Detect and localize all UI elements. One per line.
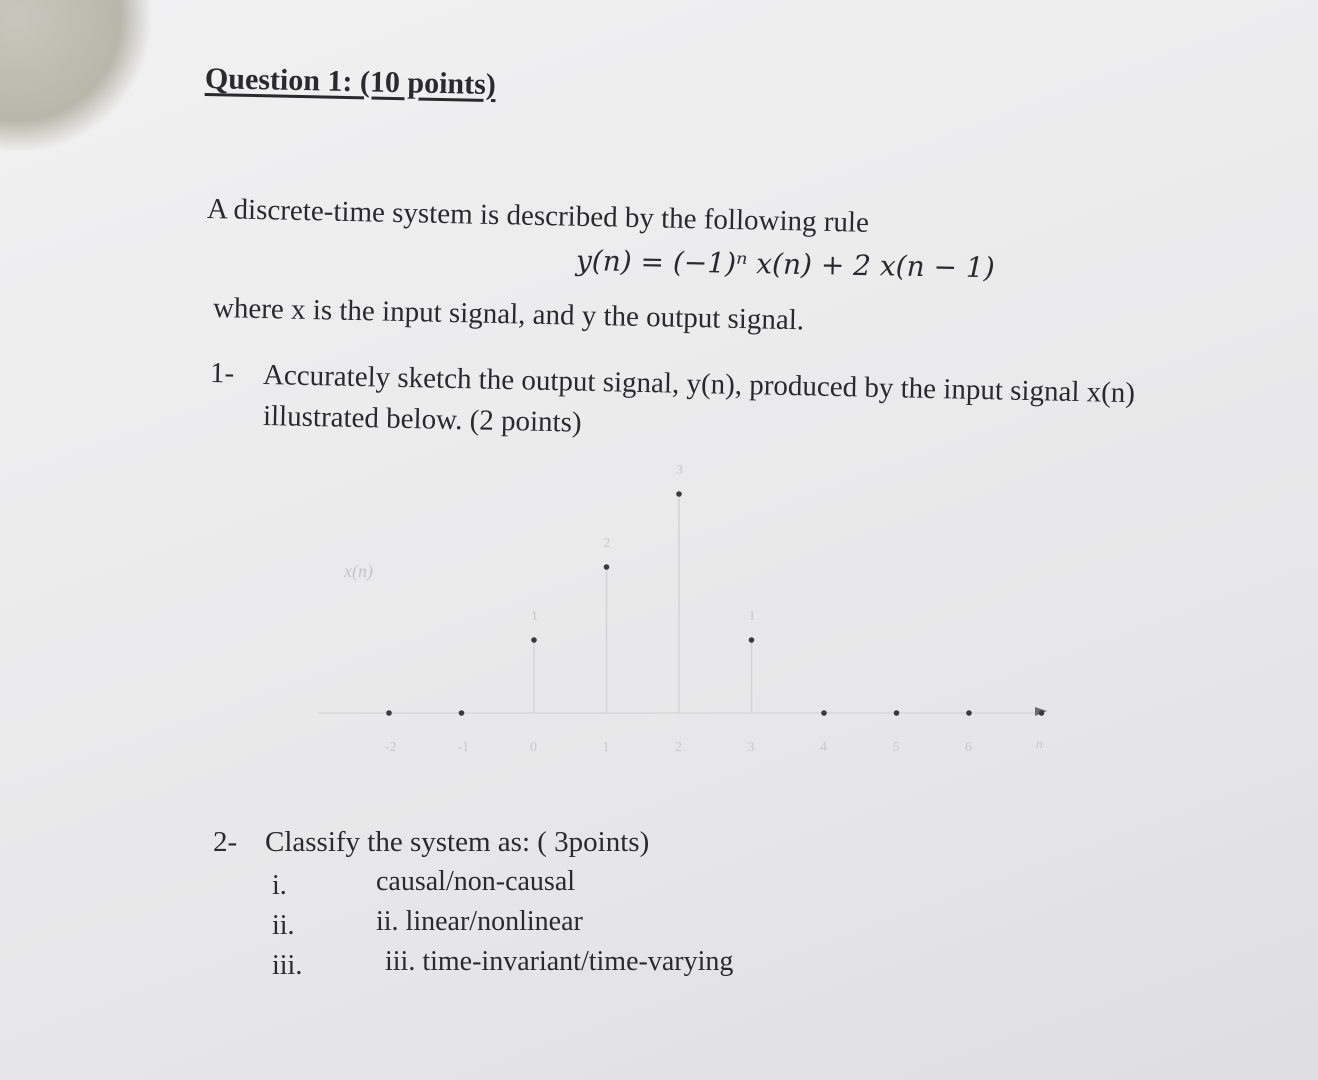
item-2-numeral: ii.	[272, 910, 295, 941]
signal-label: x(n)	[344, 561, 373, 581]
part2-text: Classify the system as: ( 3points)	[265, 826, 650, 858]
tick-label: -1	[457, 740, 470, 755]
tick-label: -2	[385, 740, 397, 755]
stem-point	[966, 710, 972, 716]
stem-point	[531, 637, 537, 643]
value-label: 1	[748, 609, 756, 624]
tick-label: 4	[820, 740, 827, 755]
part1-text-line1: Accurately sketch the output signal, y(n), produced by the input signal x(n)	[262, 359, 1136, 410]
tick-label: 5	[892, 740, 900, 755]
system-description: A discrete-time system is described by the following rule	[206, 193, 870, 239]
system-equation: y(n) = (−1)ⁿ x(n) + 2 x(n − 1)	[575, 244, 995, 285]
stem-point	[894, 710, 900, 716]
axis-label: n	[1036, 737, 1043, 752]
stem-point	[1039, 710, 1045, 716]
value-label: 3	[676, 463, 683, 478]
part2-number: 2-	[213, 826, 238, 858]
stem-point	[749, 637, 755, 643]
part1-number: 1-	[209, 357, 235, 390]
item-1-text: causal/non-causal	[376, 866, 576, 897]
tick-label: 3	[747, 740, 755, 755]
item-1-numeral: i.	[272, 870, 287, 901]
item-3-numeral: iii.	[272, 950, 303, 981]
tick-label: 6	[965, 740, 972, 755]
part1-text-line2: illustrated below. (2 points)	[262, 400, 582, 439]
item-2-text: ii. linear/nonlinear	[376, 906, 583, 937]
item-3-text: iii. time-invariant/time-varying	[385, 946, 734, 977]
stem-point	[604, 564, 610, 570]
variable-definition: where x is the input signal, and y the output signal.	[212, 292, 805, 337]
stem-point	[459, 710, 465, 716]
stem-point	[386, 710, 392, 716]
tick-label: 1	[602, 740, 610, 755]
stem-point	[821, 710, 827, 716]
tick-label: 0	[530, 740, 537, 755]
value-label: 2	[603, 536, 611, 551]
stem-point	[676, 491, 682, 497]
value-label: 1	[531, 609, 538, 624]
question-title: Question 1: (10 points)	[204, 62, 497, 102]
tick-label: 2	[675, 740, 682, 755]
